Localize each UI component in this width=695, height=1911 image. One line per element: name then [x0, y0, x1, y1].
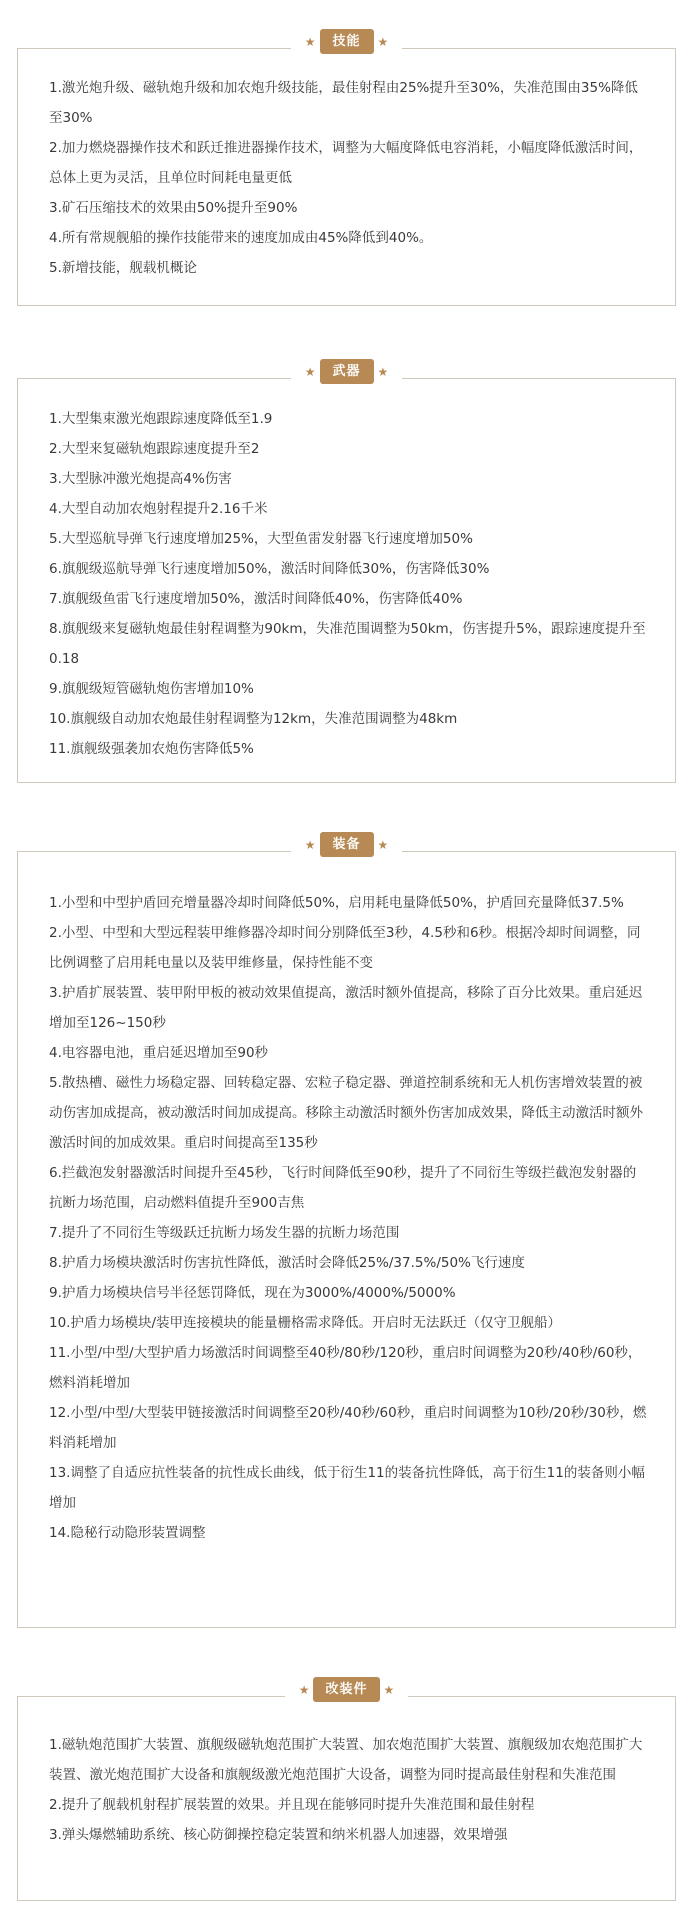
list-item: 3.弹头爆燃辅助系统、核心防御操控稳定装置和纳米机器人加速器，效果增强 [49, 1827, 508, 1843]
section-content [49, 404, 647, 764]
star-icon: ★ [304, 364, 316, 379]
star-icon: ★ [304, 34, 316, 49]
list-item: 13.调整了自适应抗性装备的抗性成长曲线，低于衍生11的装备抗性降低，高于衍生11的装备则小幅增加 [49, 1465, 645, 1511]
section-content [49, 888, 647, 1548]
list-item: 6.拦截泡发射器激活时间提升至45秒，飞行时间降低至90秒，提升了不同衍生等级拦截泡发射器的抗断力场范围，启动燃料值提升至900吉焦 [49, 1165, 637, 1211]
list-item: 2.大型来复磁轨炮跟踪速度提升至2 [49, 441, 260, 457]
list-item: 8.护盾力场模块激活时伤害抗性降低，激活时会降低25%/37.5%/50%飞行速度 [49, 1255, 525, 1271]
list-item: 10.旗舰级自动加农炮最佳射程调整为12km，失准范围调整为48km [49, 711, 458, 727]
list-item: 4.大型自动加农炮射程提升2.16千米 [49, 501, 268, 517]
list-item: 6.旗舰级巡航导弹飞行速度增加50%，激活时间降低30%，伤害降低30% [49, 561, 490, 577]
list-item: 10.护盾力场模块/装甲连接模块的能量栅格需求降低。开启时无法跃迁（仅守卫舰船） [49, 1315, 562, 1331]
section-header [18, 1677, 675, 1702]
star-icon: ★ [377, 837, 389, 852]
star-icon: ★ [298, 1682, 310, 1697]
list-item: 11.小型/中型/大型护盾力场激活时间调整至40秒/80秒/120秒，重启时间调整为20秒/40秒/60秒，燃料消耗增加 [49, 1345, 642, 1391]
section-content [49, 73, 647, 283]
list-item: 11.旗舰级强袭加农炮伤害降低5% [49, 741, 254, 757]
list-item: 5.大型巡航导弹飞行速度增加25%，大型鱼雷发射器飞行速度增加50% [49, 531, 473, 547]
section-rigs [17, 1682, 676, 1901]
list-item: 1.激光炮升级、磁轨炮升级和加农炮升级技能，最佳射程由25%提升至30%，失准范围由35%降低至30% [49, 80, 638, 126]
list-item: 3.矿石压缩技术的效果由50%提升至90% [49, 200, 298, 216]
section-title: 装备 [320, 832, 374, 857]
star-icon: ★ [377, 34, 389, 49]
section-header [18, 832, 675, 857]
list-item: 5.散热槽、磁性力场稳定器、回转稳定器、宏粒子稳定器、弹道控制系统和无人机伤害增效装置的被动伤害加成提高，被动激活时间加成提高。移除主动激活时额外伤害加成效果，降低主动激活时额外激活时间的加成效果。重启时间提高至135秒 [49, 1075, 643, 1151]
list-item: 2.加力燃烧器操作技术和跃迁推进器操作技术，调整为大幅度降低电容消耗，小幅度降低激活时间，总体上更为灵活，且单位时间耗电量更低 [49, 140, 643, 186]
list-item: 2.小型、中型和大型远程装甲维修器冷却时间分别降低至3秒，4.5秒和6秒。根据冷却时间调整，同比例调整了启用耗电量以及装甲维修量，保持性能不变 [49, 925, 641, 971]
list-item: 4.所有常规舰船的操作技能带来的速度加成由45%降低到40%。 [49, 230, 433, 246]
section-title: 技能 [320, 29, 374, 54]
list-item: 14.隐秘行动隐形装置调整 [49, 1525, 206, 1541]
star-icon: ★ [304, 837, 316, 852]
star-icon: ★ [377, 364, 389, 379]
list-item: 1.小型和中型护盾回充增量器冷却时间降低50%，启用耗电量降低50%，护盾回充量降低37.5% [49, 895, 624, 911]
list-item: 2.提升了舰载机射程扩展装置的效果。并且现在能够同时提升失准范围和最佳射程 [49, 1797, 535, 1813]
section-content [49, 1730, 647, 1850]
section-equipment [17, 837, 676, 1628]
list-item: 3.护盾扩展装置、装甲附甲板的被动效果值提高，激活时额外值提高，移除了百分比效果。重启延迟增加至126~150秒 [49, 985, 643, 1031]
section-title: 改装件 [313, 1677, 379, 1702]
star-icon: ★ [383, 1682, 395, 1697]
list-item: 3.大型脉冲激光炮提高4%伤害 [49, 471, 232, 487]
list-item: 1.磁轨炮范围扩大装置、旗舰级磁轨炮范围扩大装置、加农炮范围扩大装置、旗舰级加农炮范围扩大装置、激光炮范围扩大设备和旗舰级激光炮范围扩大设备，调整为同时提高最佳射程和失准范围 [49, 1737, 643, 1783]
list-item: 7.旗舰级鱼雷飞行速度增加50%，激活时间降低40%，伤害降低40% [49, 591, 463, 607]
list-item: 1.大型集束激光炮跟踪速度降低至1.9 [49, 411, 273, 427]
section-weapons [17, 364, 676, 783]
list-item: 8.旗舰级来复磁轨炮最佳射程调整为90km，失准范围调整为50km，伤害提升5%，跟踪速度提升至0.18 [49, 621, 646, 667]
list-item: 4.电容器电池，重启延迟增加至90秒 [49, 1045, 269, 1061]
list-item: 9.旗舰级短管磁轨炮伤害增加10% [49, 681, 254, 697]
section-header [18, 359, 675, 384]
list-item: 7.提升了不同衍生等级跃迁抗断力场发生器的抗断力场范围 [49, 1225, 400, 1241]
list-item: 9.护盾力场模块信号半径惩罚降低，现在为3000%/4000%/5000% [49, 1285, 456, 1301]
list-item: 12.小型/中型/大型装甲链接激活时间调整至20秒/40秒/60秒，重启时间调整为10秒/20秒/30秒，燃料消耗增加 [49, 1405, 647, 1451]
section-header [18, 29, 675, 54]
list-item: 5.新增技能，舰载机概论 [49, 260, 197, 276]
section-title: 武器 [320, 359, 374, 384]
section-skills [17, 34, 676, 306]
